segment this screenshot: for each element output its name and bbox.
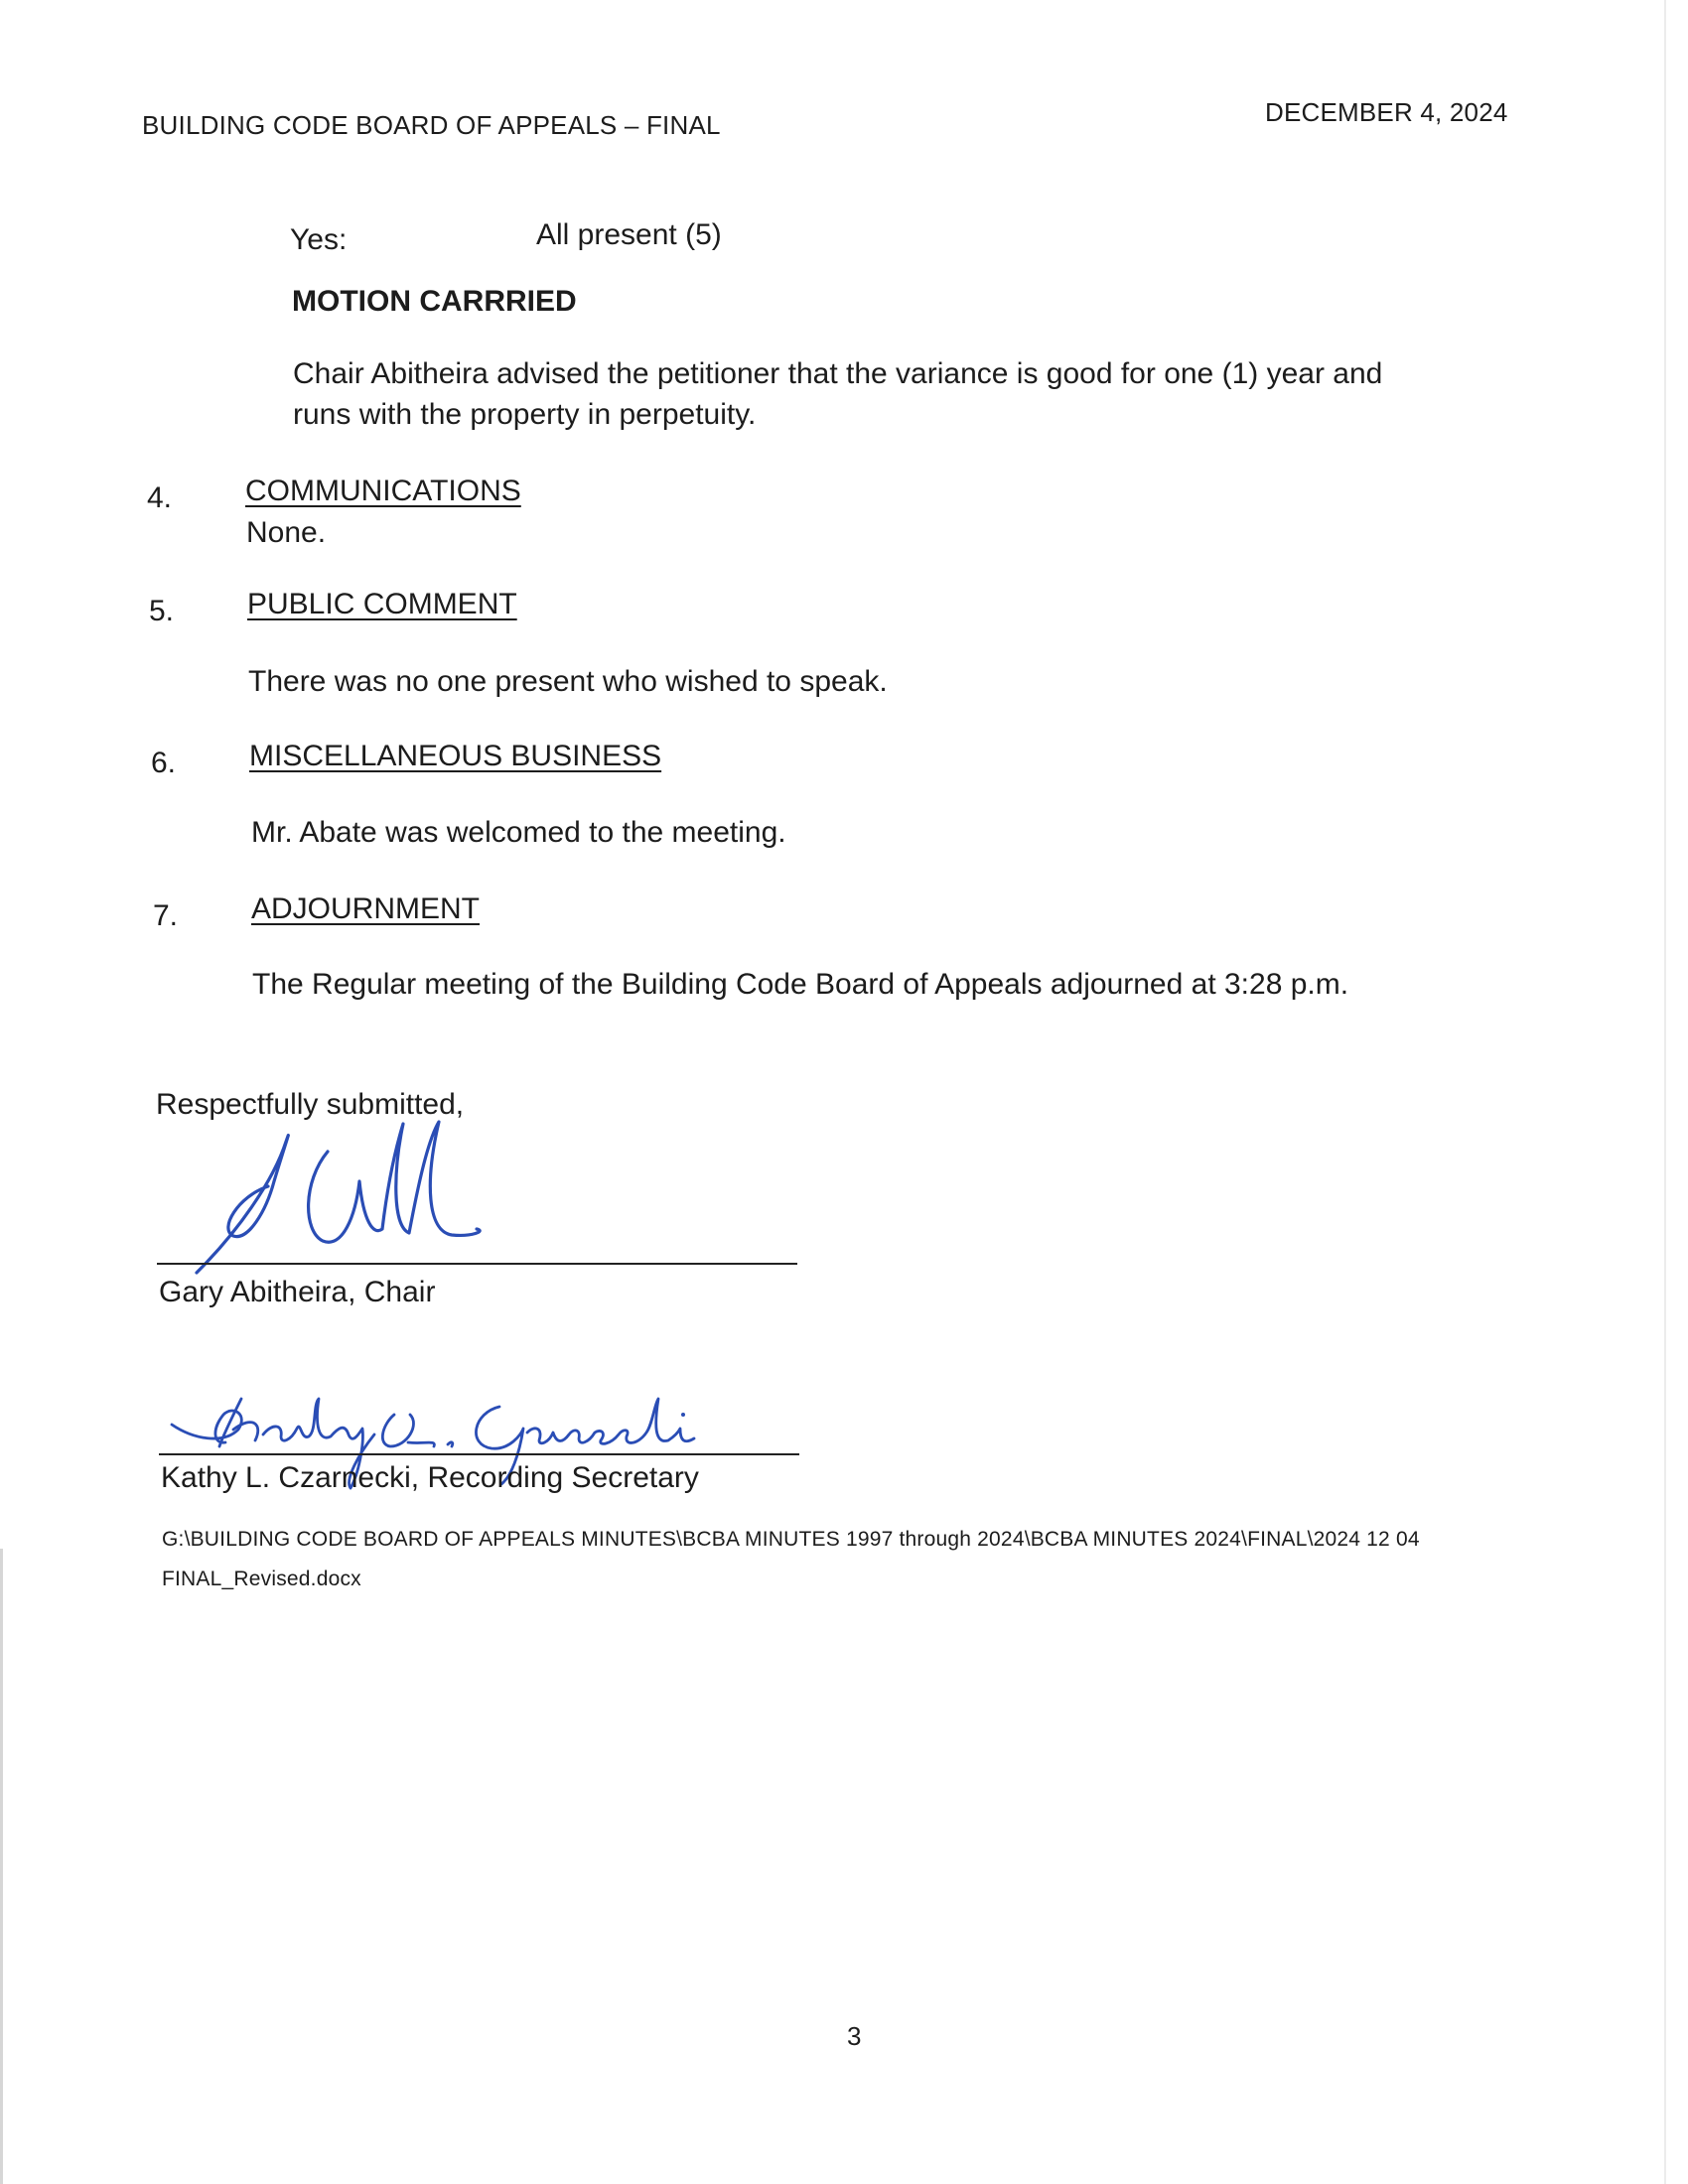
variance-note-line2: runs with the property in perpetuity. bbox=[293, 398, 757, 431]
scan-edge-right bbox=[1664, 0, 1666, 2184]
section-number: 6. bbox=[151, 747, 177, 779]
section-text: The Regular meeting of the Building Code Board of Appeals adjourned at 3:28 p.m. bbox=[252, 968, 1349, 1001]
signer-name-chair: Gary Abitheira, Chair bbox=[159, 1276, 436, 1308]
variance-note-line1: Chair Abitheira advised the petitioner that the variance is good for one (1) year and bbox=[293, 357, 1383, 390]
signature-line bbox=[157, 1263, 797, 1265]
section-title-miscellaneous-business: MISCELLANEOUS BUSINESS bbox=[249, 740, 662, 772]
section-number: 4. bbox=[147, 481, 173, 514]
section-title-adjournment: ADJOURNMENT bbox=[251, 892, 480, 925]
page-number: 3 bbox=[847, 2021, 862, 2051]
file-path-line2: FINAL_Revised.docx bbox=[162, 1568, 361, 1590]
section-number: 5. bbox=[149, 595, 175, 627]
section-number: 7. bbox=[153, 899, 179, 932]
signature-gary-abitheira bbox=[179, 1112, 496, 1281]
vote-label: Yes: bbox=[290, 223, 348, 256]
section-text: None. bbox=[246, 516, 327, 549]
motion-result: MOTION CARRRIED bbox=[292, 285, 577, 318]
section-text: There was no one present who wished to speak. bbox=[248, 665, 888, 698]
file-path-line1: G:\BUILDING CODE BOARD OF APPEALS MINUTES\BCBA MINUTES 1997 through 2024\BCBA MINUTES 2024\FINAL\2024 12 04 bbox=[162, 1528, 1420, 1551]
signature-line bbox=[159, 1453, 799, 1455]
section-title-public-comment: PUBLIC COMMENT bbox=[247, 588, 517, 620]
vote-value: All present (5) bbox=[536, 218, 722, 251]
section-title-communications: COMMUNICATIONS bbox=[245, 475, 521, 507]
signer-name-recording-secretary: Kathy L. Czarnecki, Recording Secretary bbox=[161, 1461, 699, 1494]
header-title: BUILDING CODE BOARD OF APPEALS – FINAL bbox=[142, 110, 721, 140]
scan-edge-left bbox=[0, 1549, 3, 2184]
header-date: DECEMBER 4, 2024 bbox=[1265, 97, 1508, 127]
closing-text: Respectfully submitted, bbox=[156, 1088, 465, 1121]
section-text: Mr. Abate was welcomed to the meeting. bbox=[251, 816, 786, 849]
